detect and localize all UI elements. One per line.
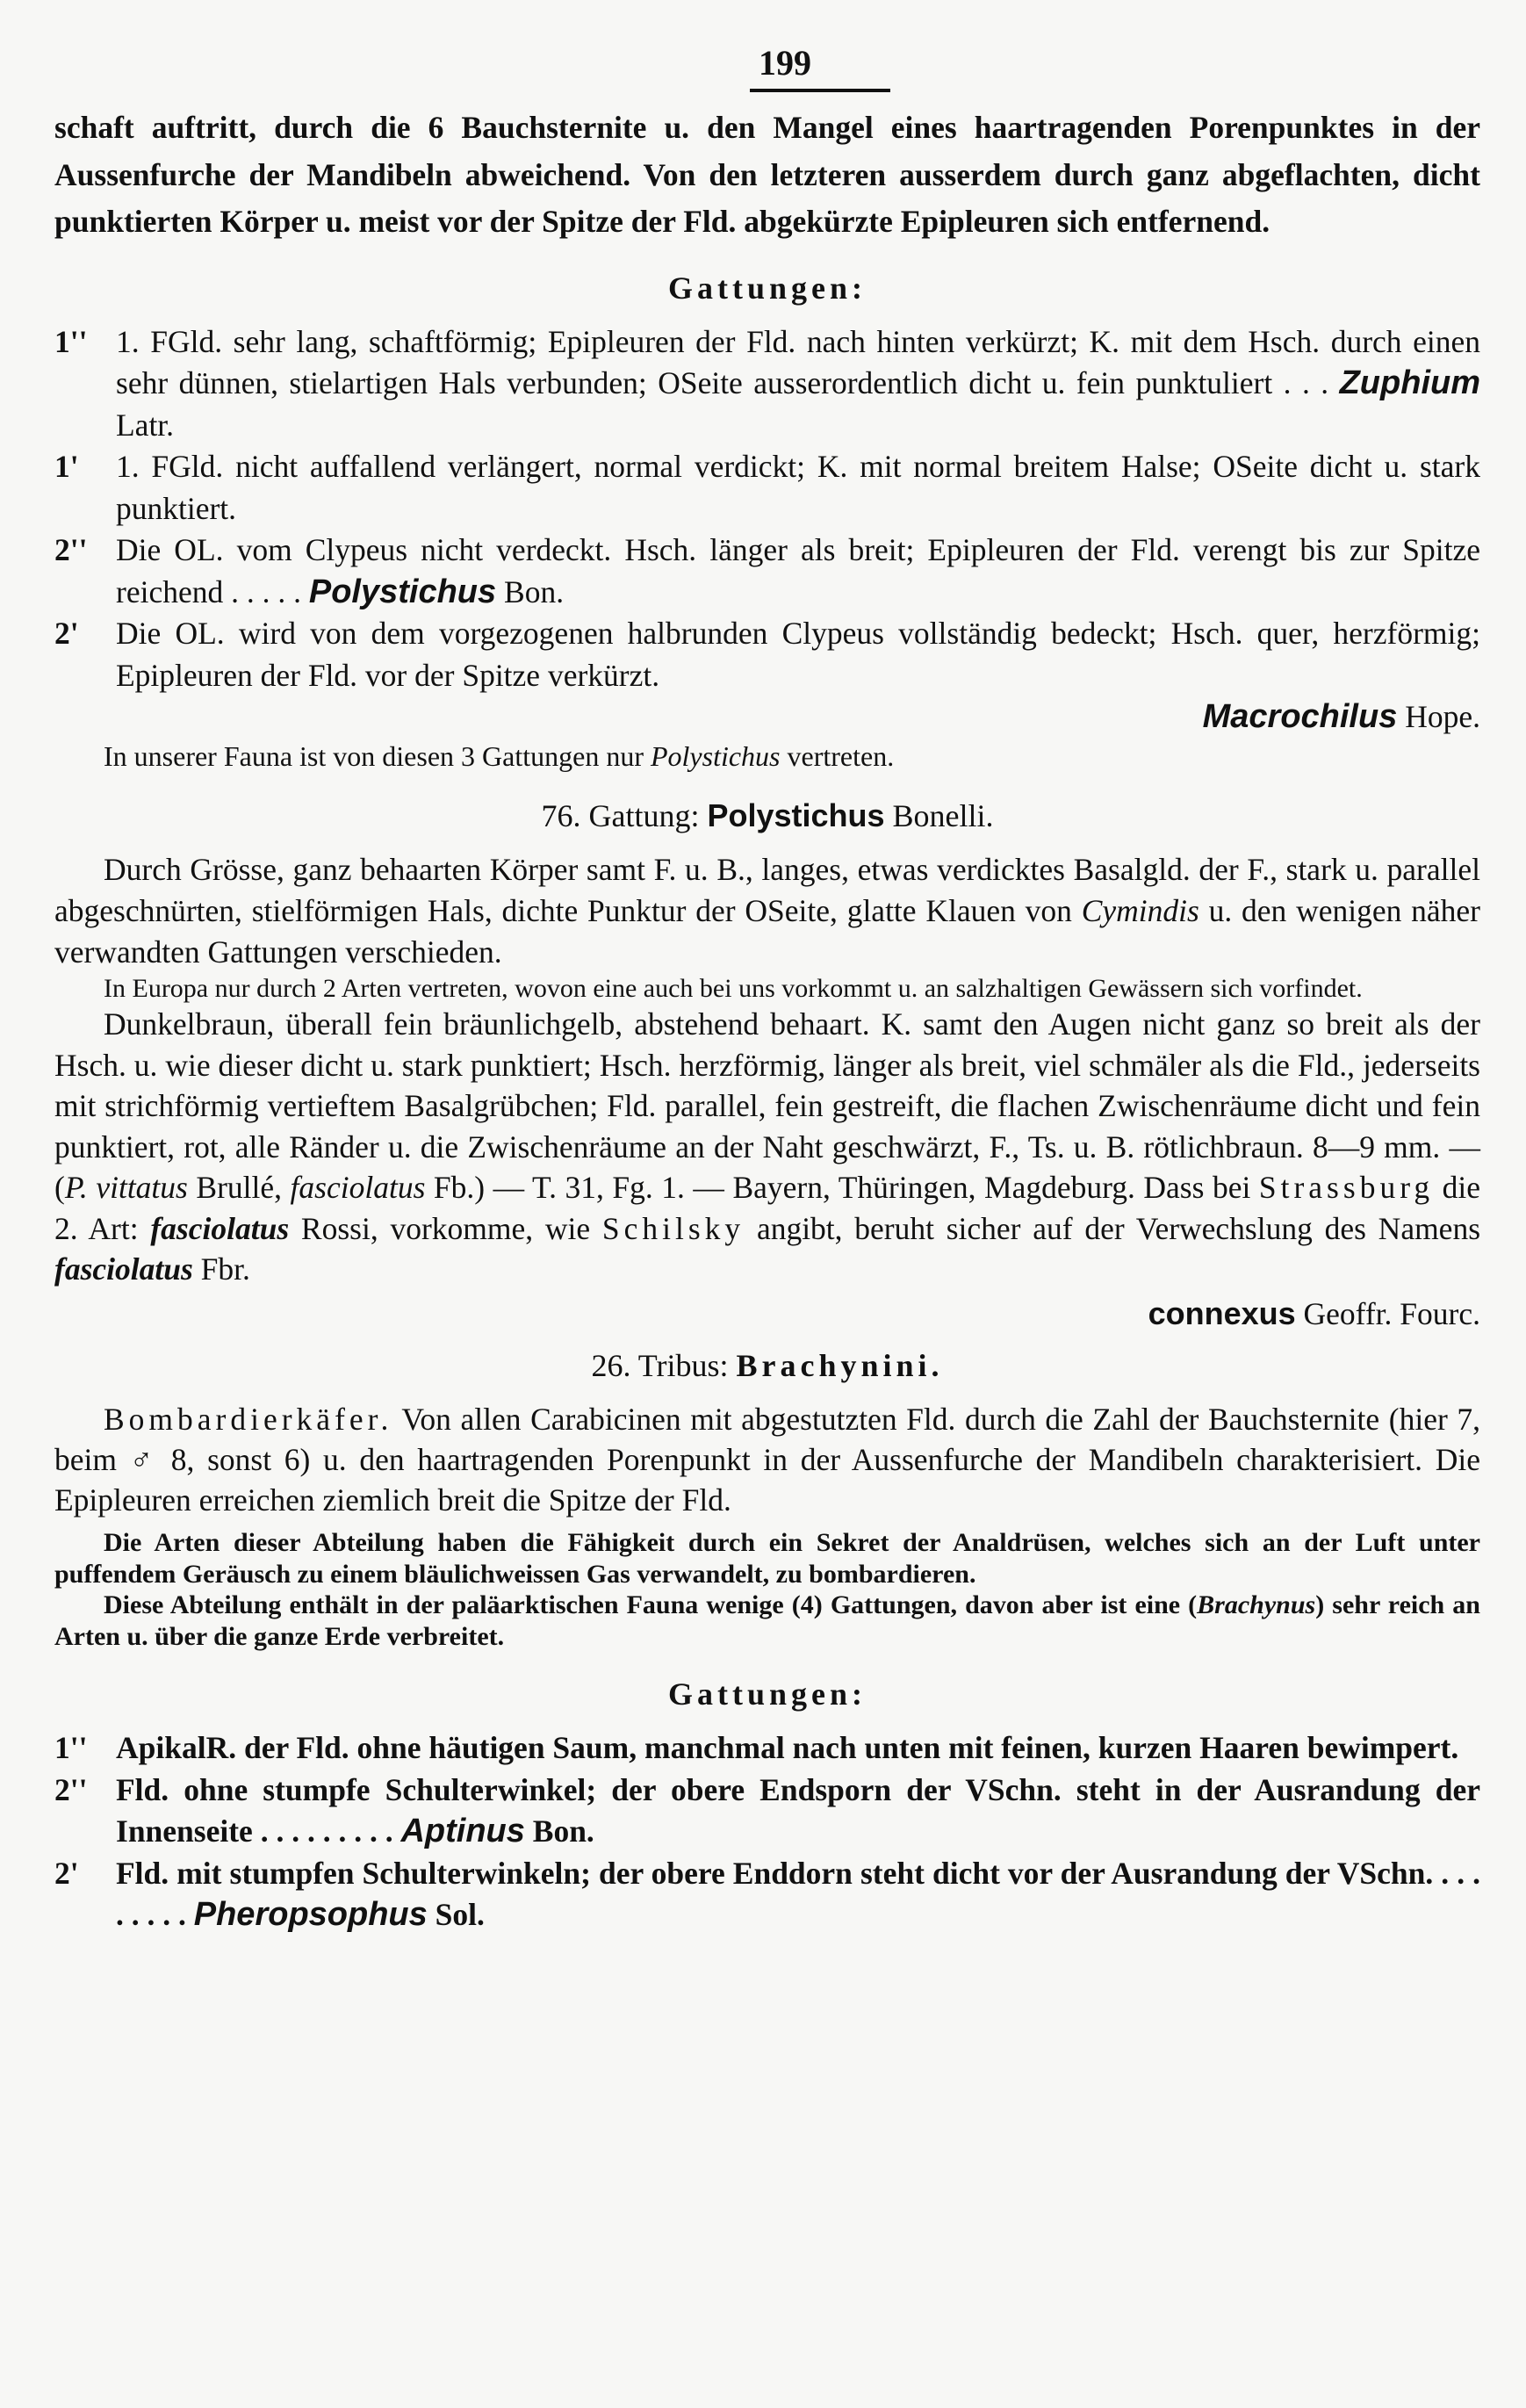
key-description: Fld. ohne stumpfe Schulterwinkel; der obere Endsporn der VSchn. steht in der Ausrandung der Innenseite . . . . . . . . . [116, 1771, 1480, 1849]
tribe-heading [54, 1341, 1480, 1390]
intro-paragraph: schaft auftritt, durch die 6 Bauchsternite u. den Mangel eines haartragenden Porenpunktes in der Aussenfurche der Mandibeln abweichend. Von den letzteren ausserdem durch ganz abgeflachten, dicht punktierten Körper u. meist vor der Spitze der Fld. abgekürzte Epipleuren sich entfernend. [54, 110, 1480, 240]
key2-row-1 [54, 1727, 1480, 1770]
species-desc-d: Rossi, vorkomme, wie [300, 1210, 591, 1246]
key1-row-1 [54, 321, 1480, 447]
page-number: 199 [759, 43, 811, 83]
species-desc-f: Fbr. [200, 1251, 250, 1287]
key-text [116, 1853, 1480, 1936]
genus-author: Hope. [1405, 699, 1480, 735]
genus-desc-a: Durch Grösse, ganz behaarten Körper samt F. u. B., langes, etwas verdicktes Basalgld. der F., stark u. parallel abgeschnürten, stielförmigen Hals, dichte Punktur der OSeite, glatte Klauen von [54, 851, 1480, 928]
key-number: 2' [54, 1855, 79, 1891]
key2-row-2 [54, 1770, 1480, 1853]
note-genus: Polystichus [650, 739, 781, 772]
note-suffix: vertreten. [787, 739, 895, 772]
species-name: connexus [1148, 1294, 1296, 1331]
genus-description [54, 849, 1480, 973]
genus-heading-name: Polystichus [707, 797, 885, 833]
species-description [54, 1004, 1480, 1290]
key-text [116, 446, 1480, 530]
synonym-1-author: Brullé, [196, 1170, 283, 1206]
synonym-3: fasciolatus [150, 1210, 290, 1246]
key-genus-line [116, 696, 1480, 739]
key-description: 1. FGld. nicht auffallend verlängert, normal verdickt; K. mit normal breitem Halse; OSeite dicht u. stark punktiert. [116, 449, 1480, 526]
species-desc-c: die 2. Art: [54, 1170, 1481, 1246]
tribe-heading-name: Brachynini. [736, 1348, 944, 1384]
locality-strassburg: Strassburg [1258, 1170, 1435, 1206]
genus-name: Aptinus [400, 1813, 525, 1850]
key2-row-3 [54, 1853, 1480, 1936]
genus-desc-b: u. den wenigen näher verwandten Gattungen verschieden. [54, 892, 1480, 970]
tribe-small-note-1: Die Arten dieser Abteilung haben die Fähigkeit durch ein Sekret der Analdrüsen, welches sich an der Luft unter puffendem Geräusch zu einem bläulichweissen Gas verwandelt, zu bombardieren. [54, 1528, 1480, 1589]
person-schilsky: Schilsky [601, 1210, 745, 1246]
key-text [116, 1770, 1480, 1853]
key-text [116, 613, 1480, 739]
note-prefix: In unserer Fauna ist von diesen 3 Gattungen nur [104, 739, 644, 772]
key1-heading: Gattungen: [667, 270, 867, 306]
key-number: 1' [54, 449, 79, 485]
key1-row-4 [54, 613, 1480, 739]
key-number: 1'' [54, 1730, 88, 1766]
genus-heading-author: Bonelli. [892, 797, 994, 833]
synonym-2: fasciolatus [290, 1170, 426, 1206]
genus-author: Bon. [504, 573, 565, 609]
genus-heading-prefix: 76. Gattung: [541, 797, 700, 833]
tribe-desc: Von allen Carabicinen mit abgestutzten Fld. durch die Zahl der Bauchsternite (hier 7, beim ♂ 8, sonst 6) u. den haartragenden Porenpunkt in der Aussenfurche der Mandibeln charakterisiert. Die Epipleuren erreichen ziemlich breit die Spitze der Fld. [54, 1402, 1480, 1518]
genus-name: Pheropsophus [193, 1896, 428, 1934]
key-text [116, 1727, 1480, 1770]
key-description: ApikalR. der Fld. ohne häutigen Saum, manchmal nach unten mit feinen, kurzen Haaren bewimpert. [116, 1730, 1459, 1766]
tribe-note2-genus: Brachynus [1197, 1590, 1316, 1620]
genus-name: Zuphium [1339, 364, 1480, 402]
genus-author: Sol. [435, 1897, 485, 1933]
key2-heading: Gattungen: [667, 1676, 867, 1712]
key-number: 1'' [54, 323, 88, 359]
key-number: 2'' [54, 1771, 88, 1807]
key1-row-2 [54, 446, 1480, 530]
tribe-note2-b: ) sehr reich an Arten u. über die ganze Erde verbreitet. [54, 1590, 1480, 1651]
tribe-note2-a: Diese Abteilung enthält in der paläarktischen Fauna wenige (4) Gattungen, davon aber ist eine ( [104, 1590, 1198, 1620]
key-number: 2' [54, 616, 79, 652]
synonym-4: fasciolatus [54, 1251, 193, 1287]
genus-author: Latr. [116, 407, 175, 443]
key1-row-3 [54, 530, 1480, 613]
tribe-desc-lead: Bombardierkäfer. [104, 1402, 393, 1438]
key-number: 2'' [54, 532, 88, 568]
genus-desc-genus: Cymindis [1081, 892, 1199, 928]
genus-heading [54, 791, 1480, 840]
key-text [116, 321, 1480, 447]
key-description: Fld. mit stumpfen Schulterwinkeln; der obere Enddorn steht dicht vor der Ausrandung der VSchn. . . . . . . . . [116, 1855, 1480, 1933]
species-desc-b: Fb.) — T. 31, Fg. 1. — Bayern, Thüringen, Magdeburg. Dass bei [433, 1170, 1251, 1206]
key-description: Die OL. vom Clypeus nicht verdeckt. Hsch. länger als breit; Epipleuren der Fld. verengt bis zur Spitze reichend . . . . . [116, 532, 1480, 609]
key1-note [54, 739, 1480, 774]
species-author: Geoffr. Fourc. [1303, 1295, 1480, 1331]
tribe-description [54, 1399, 1480, 1520]
key-text [116, 530, 1480, 613]
page-number-rule [750, 89, 890, 92]
species-name-line [54, 1290, 1480, 1338]
genus-name: Macrochilus [1202, 698, 1398, 736]
tribe-heading-prefix: 26. Tribus: [591, 1348, 729, 1384]
synonym-1: P. vittatus [64, 1170, 188, 1206]
key-description: Die OL. wird von dem vorgezogenen halbrunden Clypeus vollständig bedeckt; Hsch. quer, herzförmig; Epipleuren der Fld. vor der Spitze verkürzt. [116, 616, 1480, 693]
species-desc-e: angibt, beruht sicher auf der Verwechslung des Namens [756, 1210, 1481, 1246]
genus-name: Polystichus [308, 573, 497, 610]
species-desc-a: Dunkelbraun, überall fein bräunlichgelb, abstehend behaart. K. samt den Augen nicht ganz so breit als der Hsch. u. wie dieser dicht u. stark punktiert; Hsch. herzförmig, länger als breit, viel schmäler als die Fld., jederseits mit strichförmig vertieftem Basalgrübchen; Fld. parallel, fein gestreift, die flachen Zwischenräume dicht und fein punktiert, rot, alle Ränder u. die Zwischenräume an der Naht geschwärzt, F., Ts. u. B. rötlichbraun. 8—9 mm. — ( [54, 1006, 1480, 1206]
genus-small-note: In Europa nur durch 2 Arten vertreten, wovon eine auch bei uns vorkommt u. an salzhaltigen Gewässern sich vorfindet. [104, 973, 1363, 1003]
tribe-small-note-2 [54, 1590, 1480, 1652]
genus-author: Bon. [532, 1813, 594, 1849]
key-description: 1. FGld. sehr lang, schaftförmig; Epipleuren der Fld. nach hinten verkürzt; K. mit dem Hsch. durch einen sehr dünnen, stielartigen Hals verbunden; OSeite ausserordentlich dicht u. fein punktuliert . . . [116, 323, 1480, 401]
